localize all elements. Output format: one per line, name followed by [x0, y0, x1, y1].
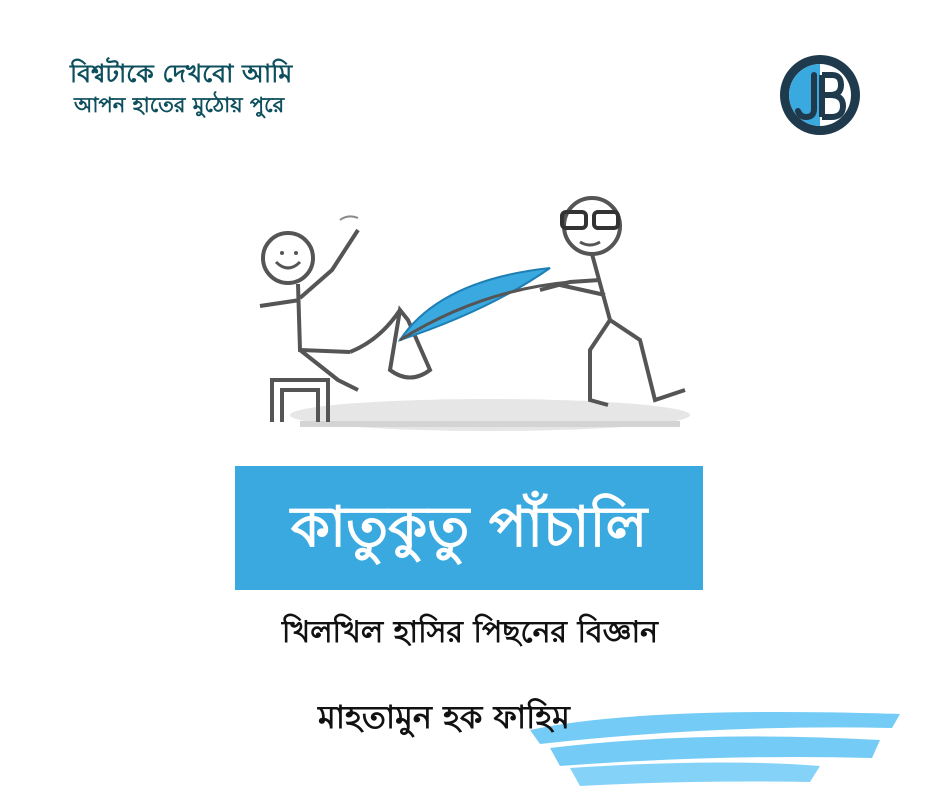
book-subtitle: খিলখিল হাসির পিছনের বিজ্ঞান	[281, 615, 659, 650]
blue-brush-stroke-icon	[520, 700, 920, 788]
book-title: কাতুকুতু পাঁচালি	[290, 495, 648, 560]
tagline-line-1: বিশ্বটাকে দেখবো আমি	[70, 59, 293, 88]
title-banner	[235, 466, 703, 590]
author-name: মাহতামুন হক ফাহিম	[318, 698, 570, 736]
tickling-feather-illustration-icon	[240, 190, 710, 450]
publisher-logo-icon	[778, 53, 862, 137]
tagline-line-2: আপন হাতের মুঠোয় পুরে	[74, 93, 285, 117]
tagline	[70, 58, 292, 120]
